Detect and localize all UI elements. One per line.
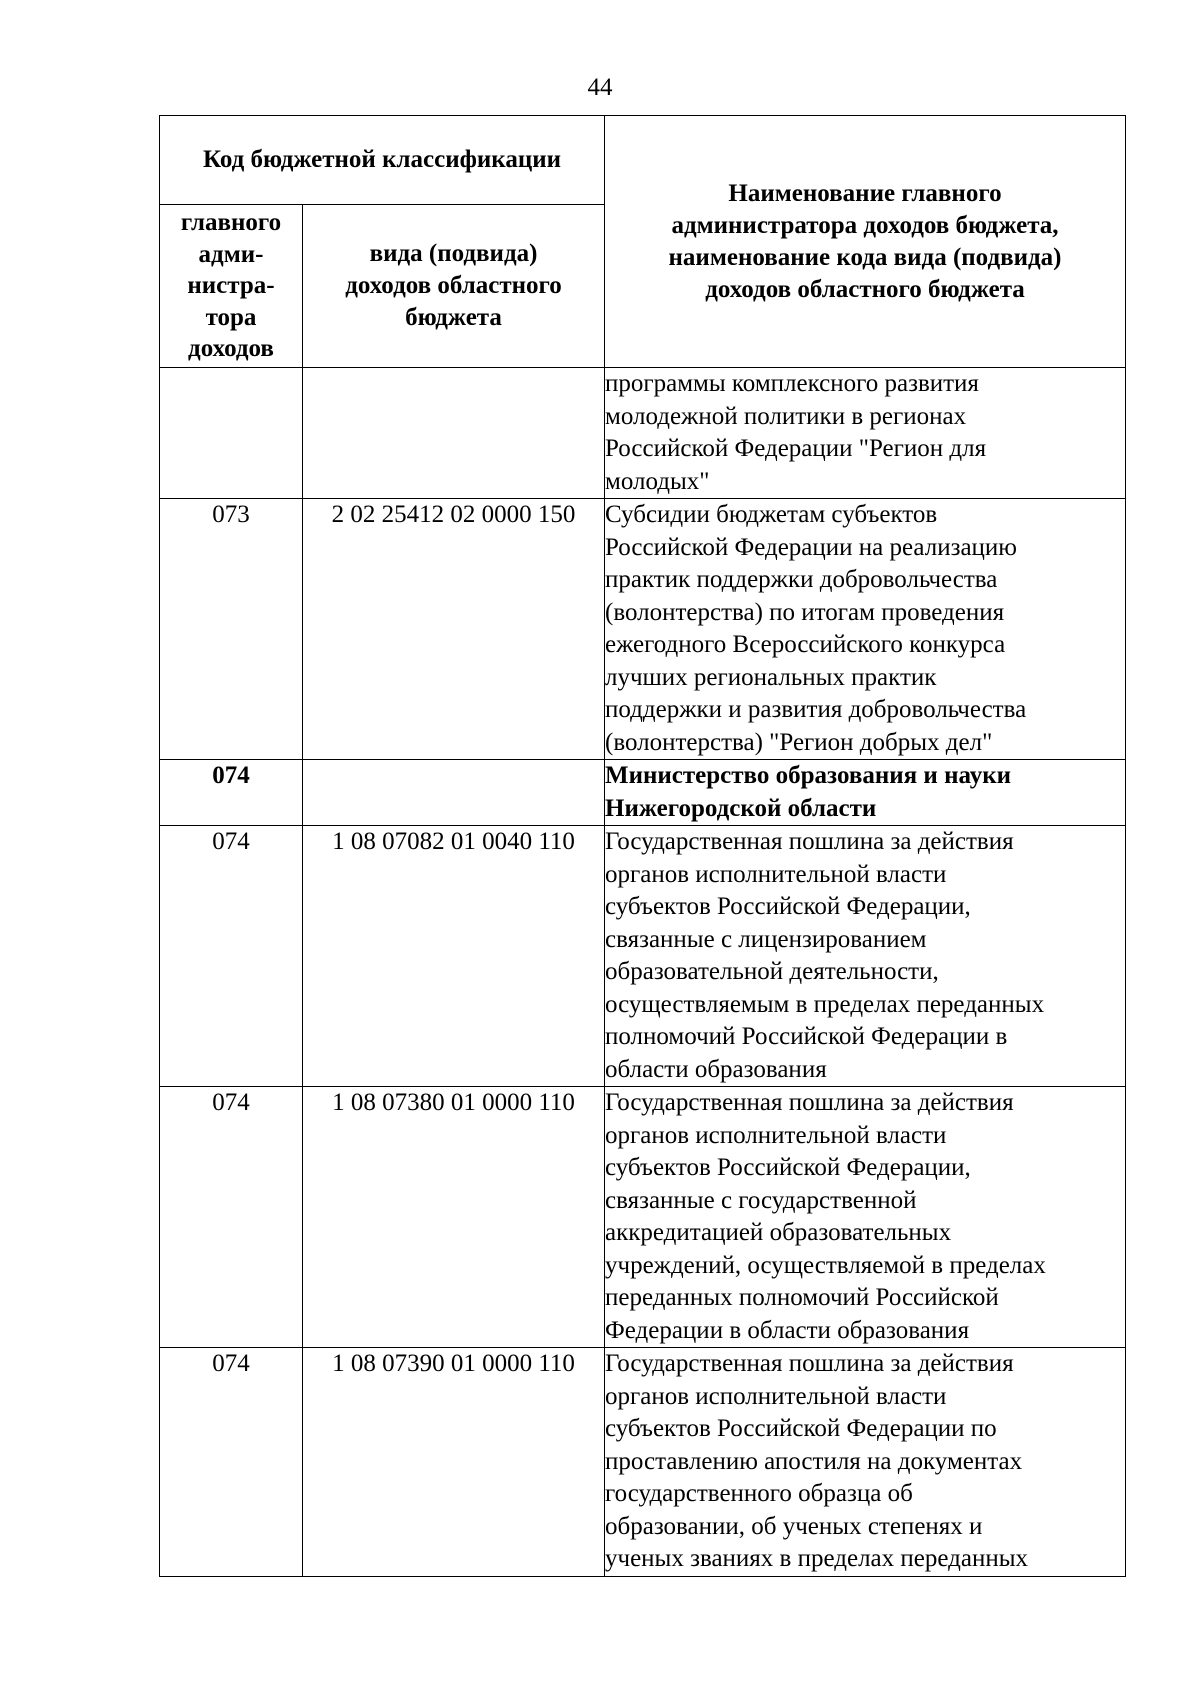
- header-admin-line: нистра-: [187, 272, 275, 300]
- revenue-name-line: переданных полномочий Российской: [605, 1284, 999, 1311]
- revenue-name-line: ученых званиях в пределах переданных: [605, 1545, 1028, 1572]
- revenue-name-line: Российской Федерации на реализацию: [605, 533, 1017, 561]
- admin-code-cell: 074: [160, 760, 303, 826]
- revenue-name-cell: [605, 760, 1126, 826]
- header-revenue-line: вида (подвида): [369, 240, 538, 267]
- table-row: [160, 760, 1126, 826]
- header-name-line: Наименование главного: [728, 179, 1002, 207]
- revenue-name-line: государственного образца об: [605, 1480, 913, 1507]
- header-revenue-code: [303, 205, 605, 368]
- table-row: [160, 826, 1126, 1087]
- revenue-name-line: лучших региональных практик: [605, 663, 937, 691]
- page-number: 44: [587, 74, 613, 101]
- revenue-name-cell: [605, 499, 1126, 760]
- revenue-name-line: субъектов Российской Федерации по: [605, 1415, 997, 1442]
- revenue-name-cell: [605, 826, 1126, 1087]
- revenue-name-line: органов исполнительной власти: [605, 860, 947, 888]
- admin-code-cell: 073: [160, 499, 303, 760]
- table-row: [160, 368, 1126, 499]
- revenue-name-line: Государственная пошлина за действия: [605, 828, 1014, 855]
- admin-code-cell: [160, 368, 303, 499]
- header-name: [605, 116, 1126, 368]
- revenue-code-cell: 1 08 07380 01 0000 110: [303, 1087, 605, 1348]
- header-admin-line: тора: [205, 303, 257, 331]
- revenue-name-line: Государственная пошлина за действия: [605, 1089, 1014, 1116]
- header-budget-classification-code: Код бюджетной классификации: [160, 116, 605, 205]
- revenue-name-line: (волонтерства) "Регион добрых дел": [605, 728, 993, 756]
- revenue-code-cell: 1 08 07390 01 0000 110: [303, 1348, 605, 1577]
- admin-code-cell: 074: [160, 1348, 303, 1577]
- revenue-name-line: молодежной политики в регионах: [605, 402, 967, 430]
- revenue-name-line: молодых": [605, 467, 710, 495]
- revenue-code-cell: 2 02 25412 02 0000 150: [303, 499, 605, 760]
- revenue-name-line: образовательной деятельности,: [605, 958, 939, 985]
- table-row: [160, 1087, 1126, 1348]
- table-row: [160, 499, 1126, 760]
- revenue-name-line: (волонтерства) по итогам проведения: [605, 598, 1005, 626]
- revenue-name-line: поддержки и развития добровольчества: [605, 696, 1027, 723]
- revenue-name-line: ежегодного Всероссийского конкурса: [605, 631, 1006, 658]
- header-admin-line: доходов: [188, 335, 274, 363]
- revenue-code-cell: [303, 368, 605, 499]
- revenue-name-line: осуществляемым в пределах переданных: [605, 990, 1045, 1018]
- header-admin-line: адми-: [198, 240, 264, 268]
- revenue-name-line: органов исполнительной власти: [605, 1121, 947, 1149]
- revenue-name-line: образовании, об ученых степенях и: [605, 1512, 983, 1540]
- revenue-name-line: Нижегородской области: [605, 794, 877, 822]
- budget-classification-table: [159, 115, 1126, 1577]
- revenue-name-line: субъектов Российской Федерации,: [605, 893, 971, 920]
- revenue-name-line: учреждений, осуществляемой в пределах: [605, 1251, 1046, 1279]
- revenue-name-line: Субсидии бюджетам субъектов: [605, 501, 938, 528]
- table-header: [160, 116, 1126, 368]
- header-admin-line: главного: [180, 209, 282, 237]
- revenue-code-cell: 1 08 07082 01 0040 110: [303, 826, 605, 1087]
- revenue-name-line: полномочий Российской Федерации в: [605, 1023, 1008, 1050]
- revenue-name-line: программы комплексного развития: [605, 370, 979, 397]
- header-revenue-line: бюджета: [405, 304, 502, 331]
- revenue-name-line: Государственная пошлина за действия: [605, 1350, 1014, 1377]
- header-name-line: администратора доходов бюджета,: [671, 211, 1059, 239]
- table-body: [160, 368, 1126, 1577]
- header-revenue-line: доходов областного: [345, 272, 562, 299]
- admin-code-cell: 074: [160, 826, 303, 1087]
- revenue-name-line: области образования: [605, 1055, 827, 1083]
- revenue-name-cell: [605, 368, 1126, 499]
- header-admin-code: [160, 205, 303, 368]
- revenue-name-line: связанные с лицензированием: [605, 925, 927, 953]
- header-name-line: наименование кода вида (подвида): [668, 243, 1062, 271]
- revenue-code-cell: [303, 760, 605, 826]
- revenue-name-line: связанные с государственной: [605, 1186, 917, 1214]
- header-name-line: доходов областного бюджета: [705, 275, 1025, 303]
- admin-code-cell: 074: [160, 1087, 303, 1348]
- revenue-name-cell: [605, 1348, 1126, 1577]
- revenue-name-line: Министерство образования и науки: [605, 762, 1012, 789]
- revenue-name-line: практик поддержки добровольчества: [605, 566, 998, 593]
- revenue-name-line: аккредитацией образовательных: [605, 1219, 952, 1246]
- table-row: [160, 1348, 1126, 1577]
- revenue-name-line: Российской Федерации "Регион для: [605, 435, 987, 462]
- revenue-name-line: органов исполнительной власти: [605, 1382, 947, 1410]
- revenue-name-cell: [605, 1087, 1126, 1348]
- revenue-name-line: Федерации в области образования: [605, 1316, 970, 1344]
- revenue-name-line: проставлению апостиля на документах: [605, 1447, 1023, 1475]
- revenue-name-line: субъектов Российской Федерации,: [605, 1154, 971, 1181]
